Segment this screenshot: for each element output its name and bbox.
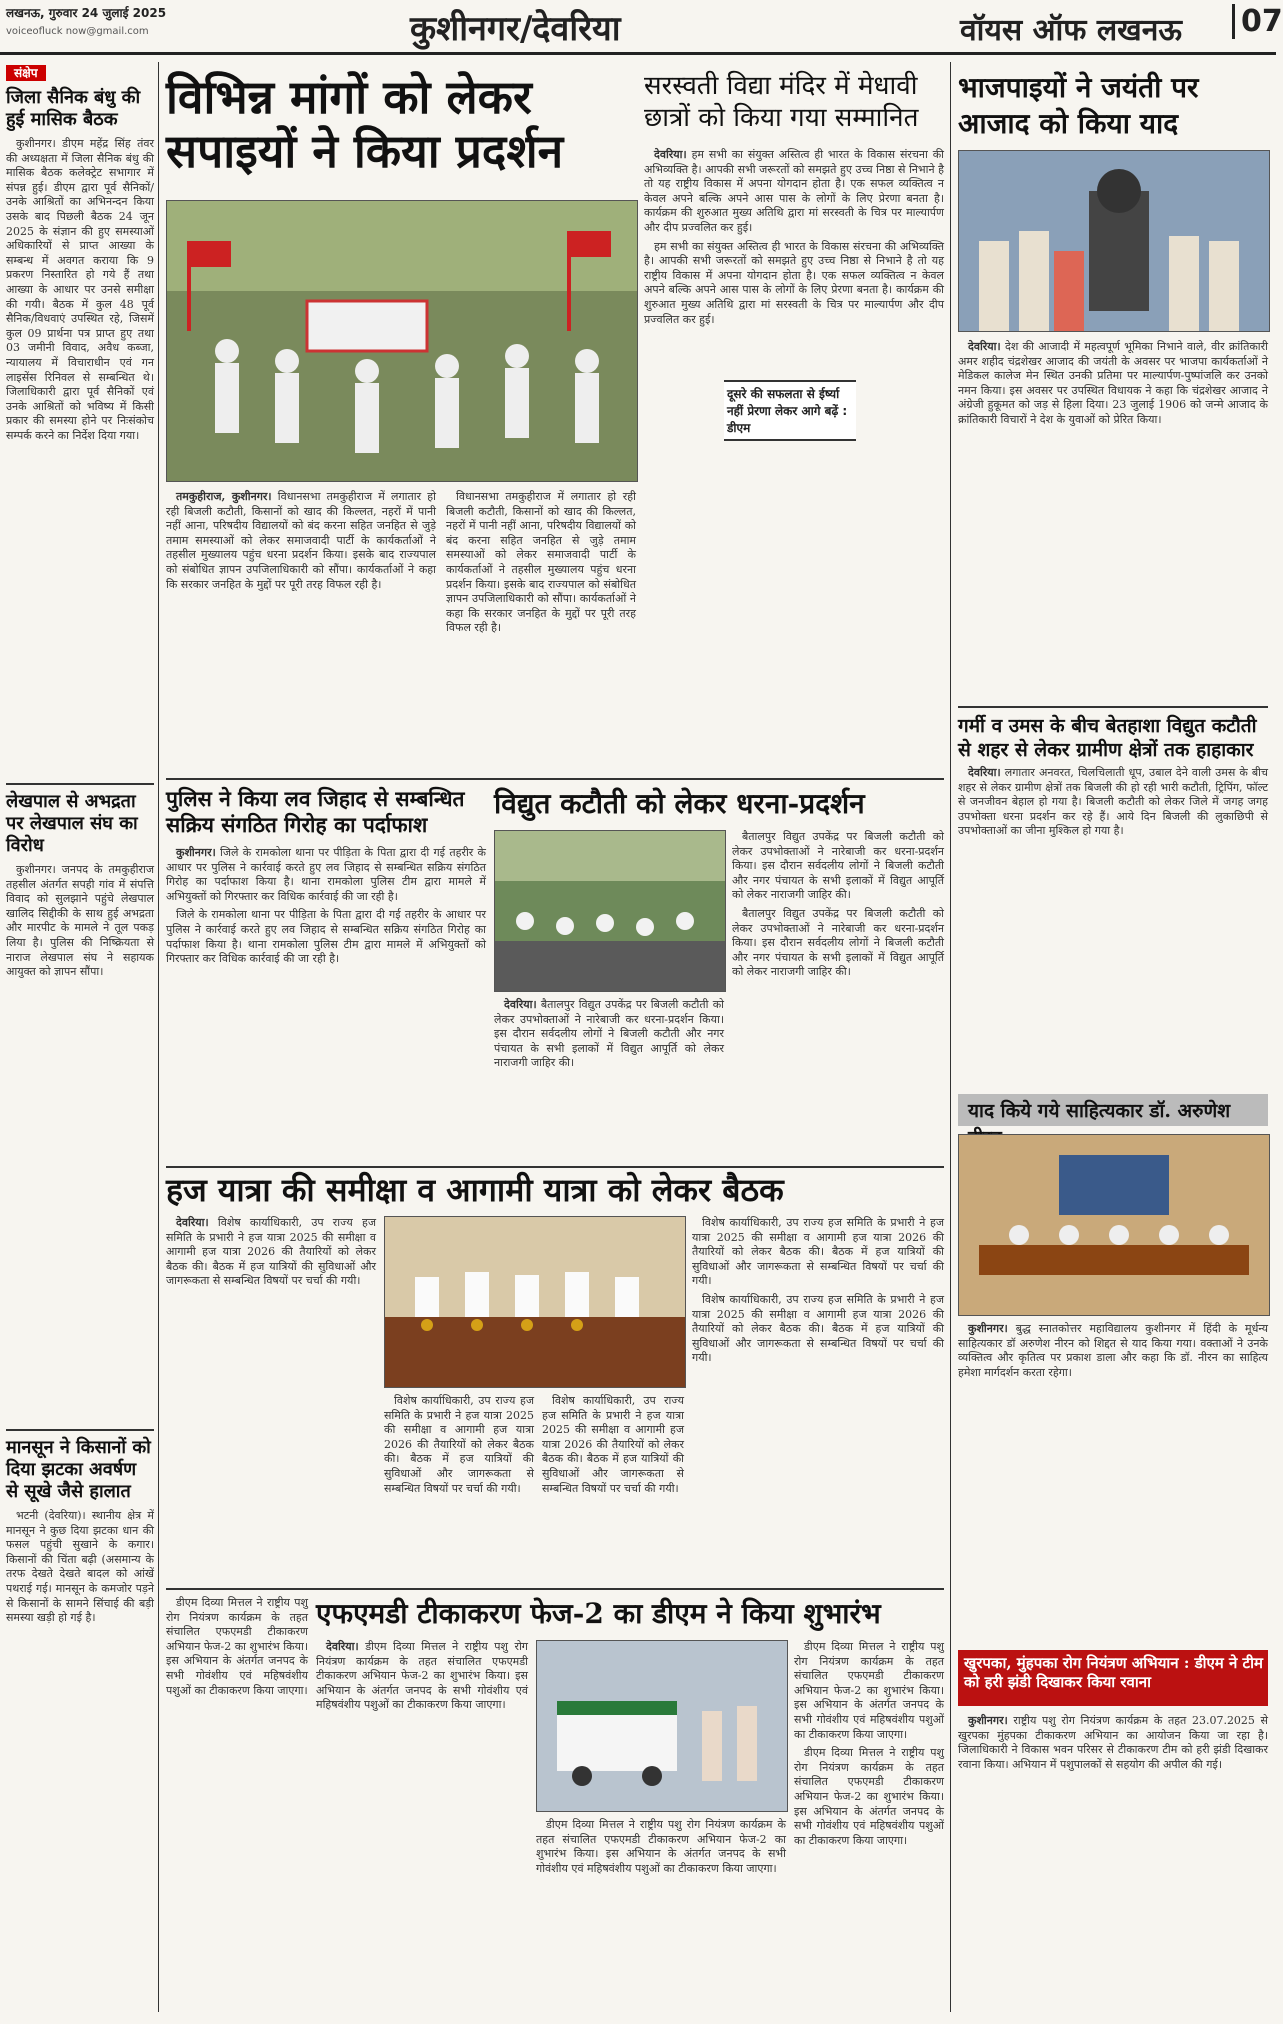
story4-headline: गर्मी व उमस के बीच बेतहाशा विद्युत कटौती से शहर से लेकर ग्रामीण क्षेत्रों तक हाहाकार bbox=[958, 715, 1257, 761]
brief3-body: भटनी (देवरिया)। स्थानीय क्षेत्र में मानसून ने कुछ दिया झटका धान की फसल पहुंची सुखाने के कगार। किसानों की चिंता बढ़ी (असमान्य के तरफ देखते देखते बादल को आंखें पथराई गई। मानसून के कमजोर पड़ने से किसानों के सामने सिंचाई की बड़ी समस्या खड़ी हो गई है। bbox=[6, 1509, 154, 1625]
meeting-photo bbox=[384, 1216, 686, 1388]
photo-illustration bbox=[537, 1641, 787, 1811]
section-title: कुशीनगर/देवरिया bbox=[410, 9, 621, 49]
story6-headline: खुरपका, मुंहपका रोग नियंत्रण अभियान : डीएम ने टीम को हरी झंडी दिखाकर किया रवाना bbox=[964, 1654, 1263, 1691]
story5-body: कुशीनगर। बुद्ध स्नातकोत्तर महाविद्यालय कुशीनगर में हिंदी के मूर्धन्य साहित्यकार डॉ अरुणेश नीरन को शिद्दत से याद किया गया। वक्ताओं ने उनके व्यक्तित्व और कृतित्व पर प्रकाश डाला और कहा कि डॉ. नीरन का साहित्य हमेशा मार्गदर्शन करता रहेगा। bbox=[958, 1322, 1268, 1379]
story9-body: देवरिया। विशेष कार्याधिकारी, उप राज्य हज समिति के प्रभारी ने हज यात्रा 2025 की समीक्षा व आगामी हज यात्रा 2026 की तैयारियों को लेकर बैठक की। बैठक में हज यात्रियों की सुविधाओं और जागरूकता से सम्बन्धित विषयों पर चर्चा की गयी। bbox=[166, 1216, 376, 1288]
story8-headline: विद्युत कटौती को लेकर धरना-प्रदर्शन bbox=[494, 787, 865, 820]
story9-body-cont2: विशेष कार्याधिकारी, उप राज्य हज समिति के प्रभारी ने हज यात्रा 2025 की समीक्षा व आगामी हज यात्रा 2026 की तैयारियों को लेकर बैठक की। बैठक में हज यात्रियों की सुविधाओं और जागरूकता से सम्बन्धित विषयों पर चर्चा की गयी। bbox=[542, 1394, 684, 1495]
brief3-headline: मानसून ने किसानों को दिया झटका अवर्षण से सूखे जैसे हालात bbox=[6, 1437, 151, 1502]
story2-headline: सरस्वती विद्या मंदिर में मेधावी छात्रों को किया गया सम्मानित bbox=[644, 71, 919, 133]
story4-body: देवरिया। लगातार अनवरत, चिलचिलाती धूप, उबाल देने वाली उमस के बीच शहर से लेकर ग्रामीण क्षेत्रों तक बिजली की हो रही भारी कटौती, ट्रिपिंग, फॉल्ट से जनजीवन बेहाल हो गया है। बिजली कटौती को लेकर जिले में जगह जगह उपभोक्ता धरना प्रदर्शन कर रहे हैं। आये दिन बिजली की लुकाछिपी से उपभोक्ताओं का जीना मुश्किल हो गया है। bbox=[958, 766, 1268, 838]
story10-side-body: डीएम दिव्या मित्तल ने राष्ट्रीय पशु रोग नियंत्रण कार्यक्रम के तहत संचालित एफएमडी टीकाकरण अभियान फेज-2 का शुभारंभ किया। इस अभियान के अंतर्गत जनपद के सभी गोवंशीय एवं महिषवंशीय पशुओं का टीकाकरण किया जाएगा। bbox=[166, 1596, 308, 1697]
story3-headline: भाजपाइयों ने जयंती पर आजाद को किया याद bbox=[958, 71, 1199, 140]
seminar-photo bbox=[958, 1134, 1270, 1316]
sidebar-tag: संक्षेप bbox=[6, 65, 46, 81]
story2-body: देवरिया। हम सभी का संयुक्त अस्तित्व ही भारत के विकास संरचना की अभिव्यक्ति है। आपकी सभी जरूरतों को समझते हुए उच्च निष्ठा से निभाने है तो यह राष्ट्रीय विकास में अपना योगदान होता है। एक सफल व्यक्तित्व न केवल अपने बल्कि अपने आस पास के लोगों के लिए प्रेरणा बनता है। कार्यक्रम की शुरुआत मुख्य अतिथि द्वारा मां सरस्वती के चित्र पर माल्यार्पण और दीप प्रज्वलित कर हुई। हम सभी का संयुक्त अस्तित्व ही भारत के विकास संरचना की अभिव्यक्ति है। आपकी सभी जरूरतों को समझते हुए उच्च निष्ठा से निभाने है तो यह राष्ट्रीय विकास में अपना योगदान होता है। एक सफल व्यक्तित्व न केवल अपने बल्कि अपने आस पास के लोगों के लिए प्रेरणा बनता है। कार्यक्रम की शुरुआत मुख्य अतिथि द्वारा मां सरस्वती के चित्र पर माल्यार्पण और दीप प्रज्वलित कर हुई। bbox=[644, 148, 944, 326]
sidebar-briefs bbox=[6, 62, 154, 2012]
contact-email: voiceofluck now@gmail.com bbox=[6, 26, 149, 37]
tribute-photo bbox=[958, 150, 1270, 332]
photo-illustration bbox=[959, 151, 1269, 331]
story8-body-cont: बैतालपुर विद्युत उपकेंद्र पर बिजली कटौती को लेकर उपभोक्ताओं ने नारेबाजी कर धरना-प्रदर्शन किया। इस दौरान सर्वदलीय लोगों ने बिजली कटौती और नगर पंचायत के सभी इलाकों में विद्युत आपूर्ति को लेकर नाराजगी जाहिर की। बैतालपुर विद्युत उपकेंद्र पर बिजली कटौती को लेकर उपभोक्ताओं ने नारेबाजी कर धरना-प्रदर्शन किया। इस दौरान सर्वदलीय लोगों ने बिजली कटौती और नगर पंचायत के सभी इलाकों में विद्युत आपूर्ति को लेकर नाराजगी जाहिर की। bbox=[732, 830, 944, 979]
photo-illustration bbox=[385, 1217, 685, 1387]
story10-body-cont2: डीएम दिव्या मित्तल ने राष्ट्रीय पशु रोग नियंत्रण कार्यक्रम के तहत संचालित एफएमडी टीकाकरण अभियान फेज-2 का शुभारंभ किया। इस अभियान के अंतर्गत जनपद के सभी गोवंशीय एवं महिषवंशीय पशुओं का टीकाकरण किया जाएगा। डीएम दिव्या मित्तल ने राष्ट्रीय पशु रोग नियंत्रण कार्यक्रम के तहत संचालित एफएमडी टीकाकरण अभियान फेज-2 का शुभारंभ किया। इस अभियान के अंतर्गत जनपद के सभी गोवंशीय एवं महिषवंशीय पशुओं का टीकाकरण किया जाएगा। bbox=[794, 1640, 944, 1847]
photo-illustration bbox=[959, 1135, 1269, 1315]
story7-headline: पुलिस ने किया लव जिहाद से सम्बन्धित सक्रिय संगठित गिरोह का पर्दाफाश bbox=[166, 786, 465, 837]
story1-headline: विभिन्न मांगों को लेकर सपाइयों ने किया प्रदर्शन bbox=[166, 70, 564, 178]
story8-body: देवरिया। बैतालपुर विद्युत उपकेंद्र पर बिजली कटौती को लेकर उपभोक्ताओं ने नारेबाजी कर धरना-प्रदर्शन किया। इस दौरान सर्वदलीय लोगों ने बिजली कटौती और नगर पंचायत के सभी इलाकों में विद्युत आपूर्ति को लेकर नाराजगी जाहिर की। bbox=[494, 998, 725, 1070]
page-header bbox=[0, 0, 1283, 55]
vaccination-photo bbox=[536, 1640, 788, 1812]
story1-body-cont: विधानसभा तमकुहीराज में लगातार हो रही बिजली कटौती, किसानों को खाद की किल्लत, नहरों में पानी नहीं आना, परिषदीय विद्यालयों को बंद करना सहित जनहित से जुड़े तमाम समस्याओं को लेकर समाजवादी पार्टी के कार्यकर्ताओं ने तहसील मुख्यालय पहुंच धरना प्रदर्शन किया। इसके बाद राज्यपाल को संबोधित ज्ञापन उपजिलाधिकारी को सौंपा। कार्यकर्ताओं ने कहा कि सरकार जनहित के मुद्दों पर पूरी तरह विफल रही है। bbox=[446, 490, 636, 635]
story9-body-cont3: विशेष कार्याधिकारी, उप राज्य हज समिति के प्रभारी ने हज यात्रा 2025 की समीक्षा व आगामी हज यात्रा 2026 की तैयारियों को लेकर बैठक की। बैठक में हज यात्रियों की सुविधाओं और जागरूकता से सम्बन्धित विषयों पर चर्चा की गयी। विशेष कार्याधिकारी, उप राज्य हज समिति के प्रभारी ने हज यात्रा 2025 की समीक्षा व आगामी हज यात्रा 2026 की तैयारियों को लेकर बैठक की। बैठक में हज यात्रियों की सुविधाओं और जागरूकता से सम्बन्धित विषयों पर चर्चा की गयी। bbox=[692, 1216, 944, 1365]
sitin-photo bbox=[494, 830, 726, 992]
story10-body: देवरिया। डीएम दिव्या मित्तल ने राष्ट्रीय पशु रोग नियंत्रण कार्यक्रम के तहत संचालित एफएमडी टीकाकरण अभियान फेज-2 का शुभारंभ किया। इस अभियान के अंतर्गत जनपद के सभी गोवंशीय एवं महिषवंशीय पशुओं का टीकाकरण किया जाएगा। bbox=[316, 1640, 528, 1712]
issue-date: लखनऊ, गुरुवार 24 जुलाई 2025 bbox=[6, 6, 167, 20]
brief2-body: कुशीनगर। जनपद के तमकुहीराज तहसील अंतर्गत सपही गांव में संपत्ति विवाद को सुलझाने पहुंचे लेखपाल खालिद सिद्दीकी के साथ हुई अभद्रता और मारपीट के मामले ने तूल पकड़ लिया है। पुलिस की निष्क्रियता से नाराज लेखपाल संघ ने सहायक आयुक्त को ज्ञापन सौंपा। bbox=[6, 863, 154, 979]
story2-pullquote: दूसरे की सफलता से ईर्ष्या नहीं प्रेरणा लेकर आगे बढ़ें : डीएम bbox=[724, 380, 856, 441]
photo-illustration bbox=[167, 201, 637, 481]
story9-body-cont: विशेष कार्याधिकारी, उप राज्य हज समिति के प्रभारी ने हज यात्रा 2025 की समीक्षा व आगामी हज यात्रा 2026 की तैयारियों को लेकर बैठक की। बैठक में हज यात्रियों की सुविधाओं और जागरूकता से सम्बन्धित विषयों पर चर्चा की गयी। bbox=[384, 1394, 534, 1495]
brief1-headline: जिला सैनिक बंधु की हुई मासिक बैठक bbox=[6, 87, 141, 130]
story7-body: कुशीनगर। जिले के रामकोला थाना पर पीड़िता के पिता द्वारा दी गई तहरीर के आधार पर पुलिस ने कार्रवाई करते हुए लव जिहाद से सम्बन्धित सक्रिय संगठित गिरोह का पर्दाफाश किया है। थाना रामकोला पुलिस टीम द्वारा मामले में अभियुक्तों को गिरफ्तार कर विधिक कार्रवाई की जा रही है। जिले के रामकोला थाना पर पीड़िता के पिता द्वारा दी गई तहरीर के आधार पर पुलिस ने कार्रवाई करते हुए लव जिहाद से सम्बन्धित सक्रिय संगठित गिरोह का पर्दाफाश किया है। थाना रामकोला पुलिस टीम द्वारा मामले में अभियुक्तों को गिरफ्तार कर विधिक कार्रवाई की जा रही है। bbox=[166, 846, 486, 966]
story10-headline: एफएमडी टीकाकरण फेज-2 का डीएम ने किया शुभारंभ bbox=[316, 1597, 881, 1630]
story9-headline: हज यात्रा की समीक्षा व आगामी यात्रा को लेकर बैठक bbox=[166, 1171, 784, 1209]
story3-body: देवरिया। देश की आजादी में महत्वपूर्ण भूमिका निभाने वाले, वीर क्रांतिकारी अमर शहीद चंद्रशेखर आजाद की जयंती के अवसर पर भाजपा कार्यकर्ताओं ने मेडिकल कालेज मेन स्थित उनकी प्रतिमा पर माल्यार्पण-पुष्पांजलि कर उनको नमन किया। इस अवसर पर उपस्थित विधायक ने कहा कि चंद्रशेखर आजाद ने अंग्रेजी हुकूमत को जड़ से हिला दिया। 23 जुलाई 1906 को जन्मे आजाद के क्रांतिकारी विचारों ने देश के युवाओं को प्रेरित किया। bbox=[958, 340, 1268, 426]
brief2-headline: लेखपाल से अभद्रता पर लेखपाल संघ का विरोध bbox=[6, 791, 138, 856]
story1-body: तमकुहीराज, कुशीनगर। विधानसभा तमकुहीराज में लगातार हो रही बिजली कटौती, किसानों को खाद की किल्लत, नहरों में पानी नहीं आना, परिषदीय विद्यालयों को बंद करना सहित जनहित से जुड़े तमाम समस्याओं को लेकर समाजवादी पार्टी के कार्यकर्ताओं ने तहसील मुख्यालय पहुंच धरना प्रदर्शन किया। इसके बाद राज्यपाल को संबोधित ज्ञापन उपजिलाधिकारी को सौंपा। कार्यकर्ताओं ने कहा कि सरकार जनहित के मुद्दों पर पूरी तरह विफल रही है। bbox=[166, 490, 436, 591]
page-number: 07 bbox=[1232, 4, 1283, 39]
protest-photo bbox=[166, 200, 638, 482]
brief1-body: कुशीनगर। डीएम महेंद्र सिंह तंवर की अध्यक्षता में जिला सैनिक बंधु की मासिक बैठक कलेक्ट्रेट सभागार में संपन्न हुई। डीएम द्वारा पूर्व सैनिकों/उनके आश्रितों का अभिनन्दन किया उसके बाद पिछली बैठक 24 जून 2025 के संज्ञान की हुए समस्याओं अधिकारियों से प्राप्त आख्या के सम्बन्ध में अवगत कराया कि 9 प्रकरण निस्तारित हो गये हैं तथा आख्या के आधार पर उनसे समीक्षा की गयी। बैठक में कुल 48 पूर्व सैनिक/विधवाएं उपस्थित रहे, जिसमें कुल 09 प्रार्थना पत्र प्राप्त हुए तथा 03 जमीनी विवाद, अवैध कब्जा, न्यायालय में विचाराधीन एवं गन लाइसेंस रिनिवल से सम्बन्धित थे। जिलाधिकारी द्वारा पूर्व सैनिकों एवं उनके आश्रितों को भविष्य में किसी प्रकार की समस्या होने पर निःसंकोच सम्पर्क करने का निर्देश दिया गया। bbox=[6, 137, 154, 442]
newspaper-brand: वॉयस ऑफ लखनऊ bbox=[960, 13, 1182, 48]
photo-illustration bbox=[495, 831, 725, 991]
story5-headline: याद किये गये साहित्यकार डॉ. अरुणेश bbox=[968, 1100, 1231, 1122]
story10-body-cont: डीएम दिव्या मित्तल ने राष्ट्रीय पशु रोग नियंत्रण कार्यक्रम के तहत संचालित एफएमडी टीकाकरण अभियान फेज-2 का शुभारंभ किया। इस अभियान के अंतर्गत जनपद के सभी गोवंशीय एवं महिषवंशीय पशुओं का टीकाकरण किया जाएगा। bbox=[536, 1818, 786, 1875]
story6-body: कुशीनगर। राष्ट्रीय पशु रोग नियंत्रण कार्यक्रम के तहत 23.07.2025 से खुरपका मुंहपका टीकाकरण अभियान का आयोजन किया जा रहा है। जिलाधिकारी ने विकास भवन परिसर से टीकाकरण टीम को हरी झंडी दिखाकर रवाना किया। अभियान में पशुपालकों से सहयोग की अपील की गई। bbox=[958, 1714, 1268, 1771]
